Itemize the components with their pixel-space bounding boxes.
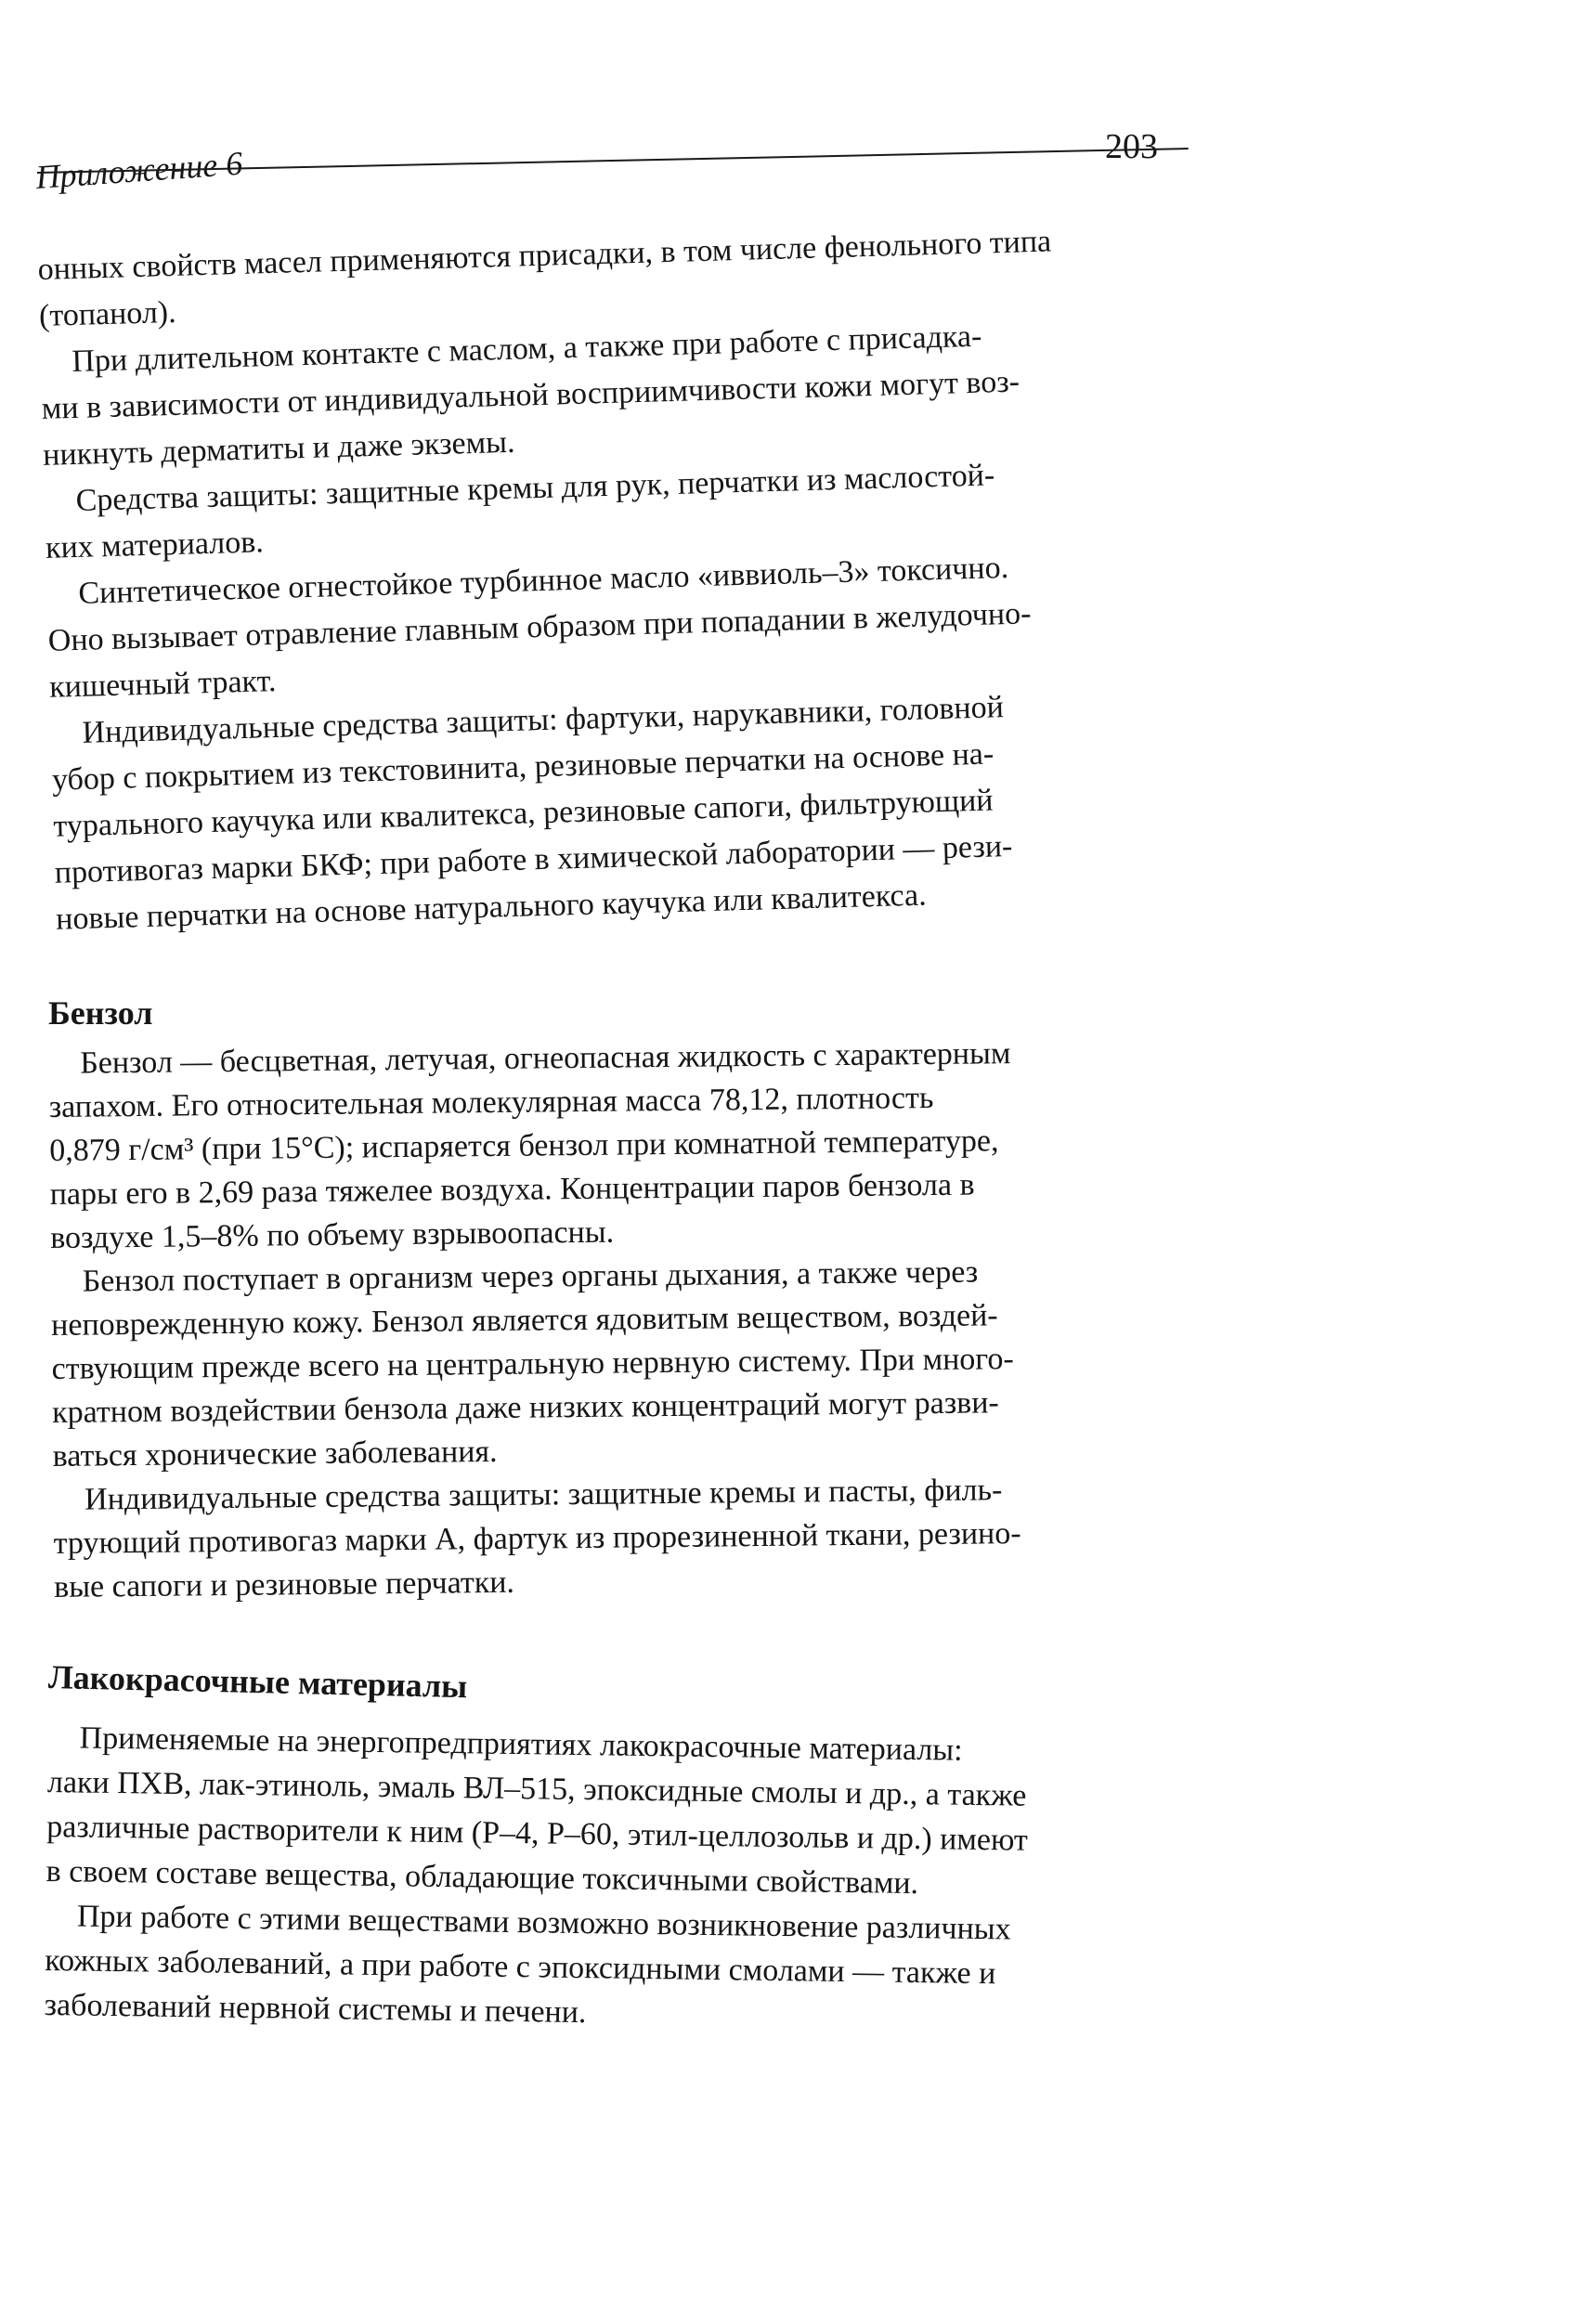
paints-section-text: Применяемые на энергопредприятиях лакокрасочные материалы: лаки ПХВ, лак-этиноль, эмаль ВЛ–515, эпоксидные смолы и др., а также различные растворители к ним (Р–4, Р–60, этил-целлозольв и др.) имеют в своем составе вещества, обладающие токсичными свойствами. При работе с этими веществами возможно возникновение различных кожных заболеваний, а при работе с эпоксидными смолами — также и заболеваний нервной системы и печени. [44,1720,1029,2031]
benzene-heading: Бензол [48,993,153,1032]
oil-section-text: онных свойств масел применяются присадки, в том числе фенольного типа (топанол). При длительном контакте с маслом, а также при работе с присадка- ми в зависимости от индивидуальной восприимчивости кожи могут воз- никнуть дерматиты и даже экземы. Средства защиты: защитные кремы для рук, перчатки из маслостой- ких материалов. Синтетическое огнестойкое турбинное масло «иввиоль–3» токсично. Оно вызывает отравление главным образом при попадании в желудочно- кишечный тракт. Индивидуальные средства защиты: фартуки, нарукавники, головной убор с покрытием из текстовинита, резиновые перчатки на основе на- турального каучука или квалитекса, резиновые сапоги, фильтрующий противогаз марки БКФ; при работе в химической лаборатории — рези- новые перчатки на основе натурального каучука или квалитекса. [37,224,1052,937]
benzene-section-text: Бензол — бесцветная, летучая, огнеопасная жидкость с характерным запахом. Его относительная молекулярная масса 78,12, плотность 0,879 г/см³ (при 15°С); испаряется бензол при комнатной температуре, пары его в 2,69 раза тяжелее воздуха. Концентрации паров бензола в воздухе 1,5–8% по объему взрывоопасны. Бензол поступает в организм через органы дыхания, а также через неповрежденную кожу. Бензол является ядовитым веществом, воздей- ствующим прежде всего на центральную нервную систему. При много- кратном воздействии бензола даже низких концентраций могут разви- ваться хронические заболевания. Индивидуальные средства защиты: защитные кремы и пасты, филь- трующий противогаз марки А, фартук из прорезиненной ткани, резино- вые сапоги и резиновые перчатки. [48,1036,1021,1604]
running-title: Приложение 6 [34,144,244,197]
page-number: 203 [1105,127,1158,166]
paints-heading: Лакокрасочные материалы [47,1657,468,1706]
